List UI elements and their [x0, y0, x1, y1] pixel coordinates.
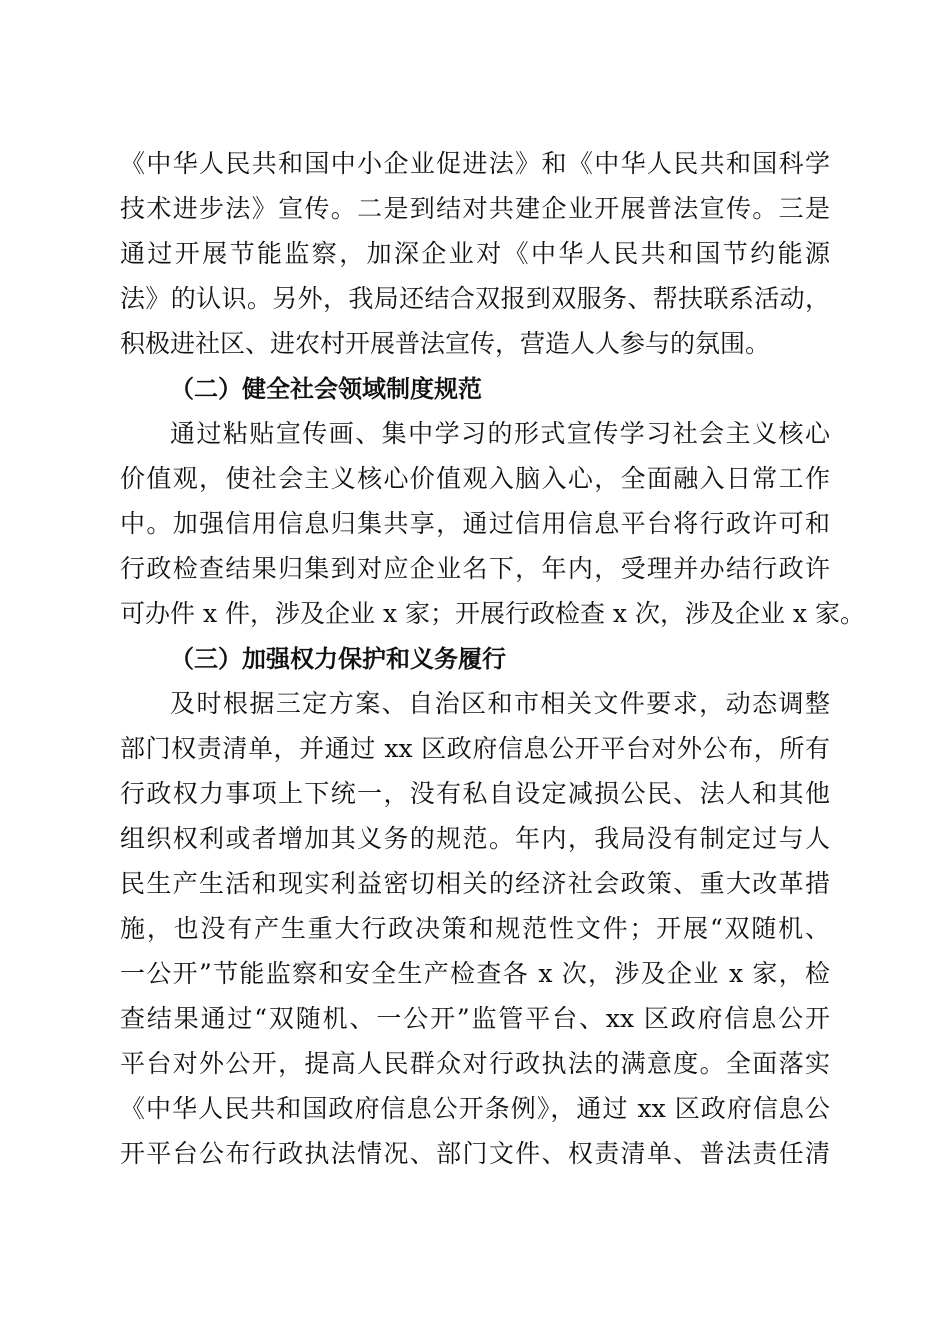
- section-heading-2: （二）健全社会领域制度规范: [170, 375, 482, 403]
- paragraph-1-line: 通过开展节能监察，加深企业对《中华人民共和国节约能源: [120, 239, 830, 268]
- paragraph-3-line: 民生产生活和现实利益密切相关的经济社会政策、重大改革措: [120, 869, 830, 898]
- paragraph-2-line: 价值观，使社会主义核心价值观入脑入心，全面融入日常工作: [120, 464, 830, 493]
- paragraph-2-line: 中。加强信用信息归集共享，通过信用信息平台将行政许可和: [120, 509, 830, 538]
- paragraph-3-line: 一公开”节能监察和安全生产检查各 x 次，涉及企业 x 家，检: [120, 959, 830, 988]
- paragraph-1-line: 法》的认识。另外，我局还结合双报到双服务、帮扶联系活动，: [120, 284, 830, 313]
- paragraph-3-line: 开平台公布行政执法情况、部门文件、权责清单、普法责任清: [120, 1139, 830, 1168]
- paragraph-1-line: 技术进步法》宣传。二是到结对共建企业开展普法宣传。三是: [120, 194, 830, 223]
- paragraph-2-line: 通过粘贴宣传画、集中学习的形式宣传学习社会主义核心: [170, 419, 830, 448]
- paragraph-3-line: 组织权利或者增加其义务的规范。年内，我局没有制定过与人: [120, 824, 830, 853]
- paragraph-3-line: 部门权责清单，并通过 xx 区政府信息公开平台对外公布，所有: [120, 734, 830, 763]
- paragraph-3-line: 《中华人民共和国政府信息公开条例》，通过 xx 区政府信息公: [120, 1094, 830, 1123]
- paragraph-3-line: 及时根据三定方案、自治区和市相关文件要求，动态调整: [170, 689, 830, 718]
- paragraph-3-line: 平台对外公开，提高人民群众对行政执法的满意度。全面落实: [120, 1049, 830, 1078]
- section-heading-3: （三）加强权力保护和义务履行: [170, 645, 506, 673]
- paragraph-3-line: 查结果通过“双随机、一公开”监管平台、xx 区政府信息公开: [120, 1004, 830, 1033]
- paragraph-3-line: 施，也没有产生重大行政决策和规范性文件；开展“双随机、: [120, 914, 830, 943]
- paragraph-1-line: 积极进社区、进农村开展普法宣传，营造人人参与的氛围。: [120, 329, 771, 358]
- paragraph-2-line: 可办件 x 件，涉及企业 x 家；开展行政检查 x 次，涉及企业 x 家。: [120, 599, 865, 628]
- paragraph-1-line: 《中华人民共和国中小企业促进法》和《中华人民共和国科学: [120, 149, 830, 178]
- paragraph-3-line: 行政权力事项上下统一，没有私自设定减损公民、法人和其他: [120, 779, 830, 808]
- paragraph-2-line: 行政检查结果归集到对应企业名下，年内，受理并办结行政许: [120, 554, 830, 583]
